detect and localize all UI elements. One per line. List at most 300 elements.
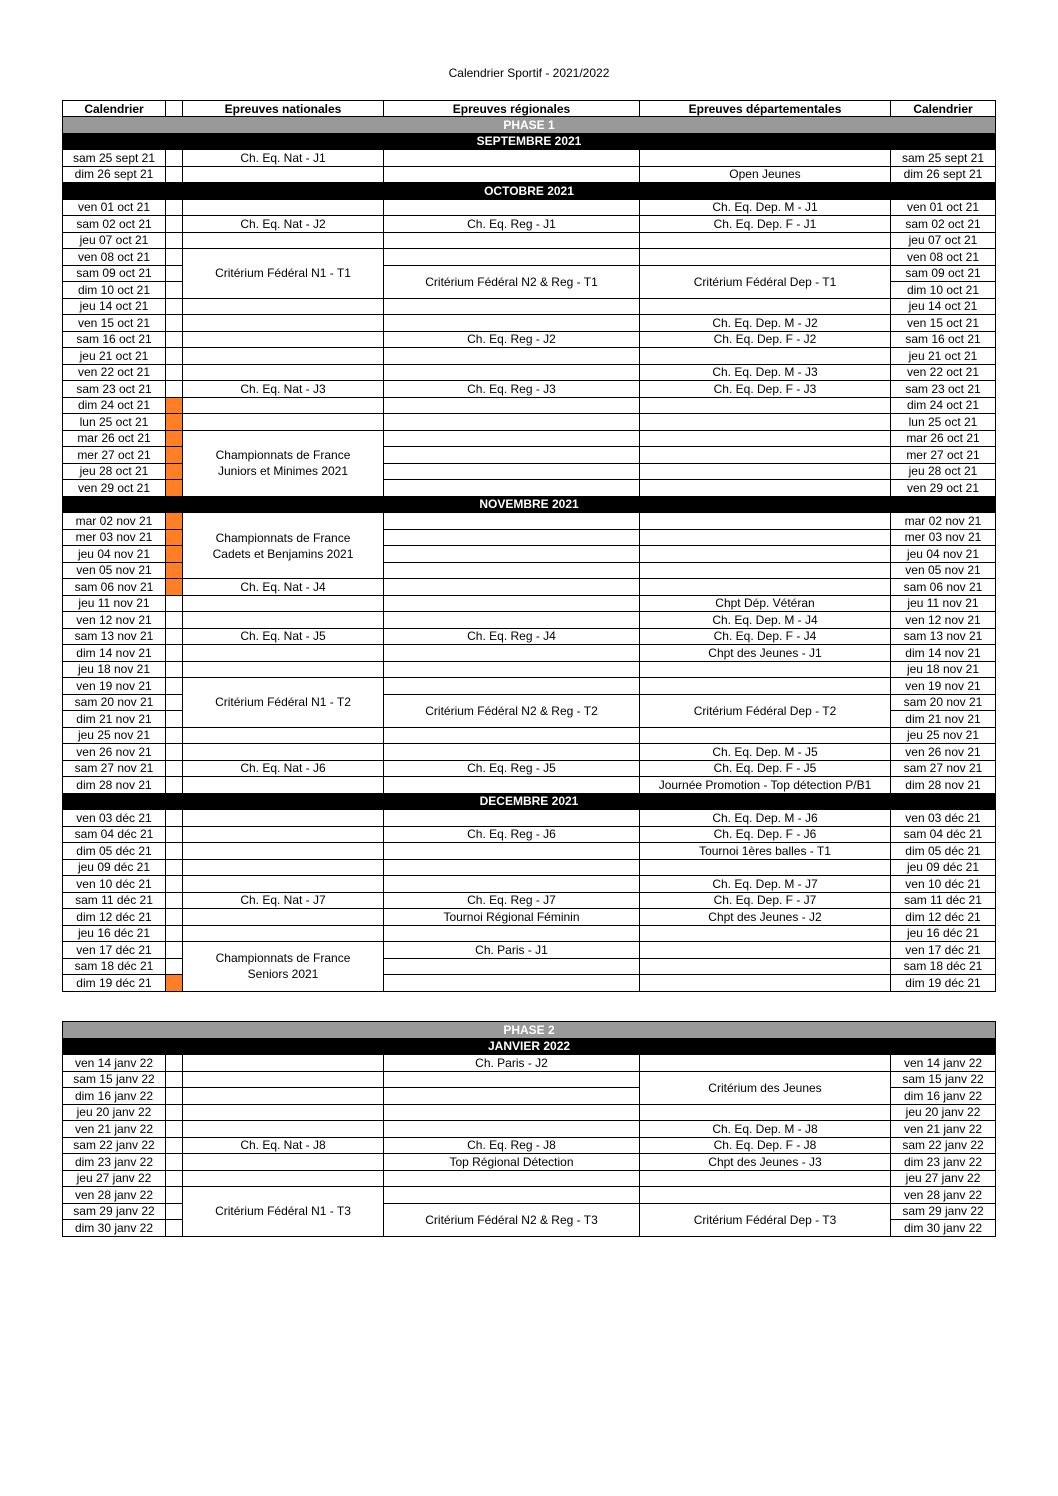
- date-cell: ven 05 nov 21: [63, 562, 166, 579]
- regional-event-cell: [384, 430, 640, 447]
- regional-event-cell: Ch. Eq. Reg - J7: [384, 892, 640, 909]
- flag-cell: [166, 1187, 183, 1204]
- national-event-cell: [183, 843, 384, 860]
- national-event-cell: [183, 1154, 384, 1171]
- regional-event-cell: [384, 612, 640, 629]
- departmental-event-cell: [640, 397, 891, 414]
- departmental-event-cell: [640, 150, 891, 167]
- national-event-cell: [183, 1055, 384, 1072]
- flag-cell: [166, 529, 183, 546]
- date-cell-right: dim 24 oct 21: [891, 397, 996, 414]
- flag-cell: [166, 282, 183, 299]
- departmental-event-cell: Journée Promotion - Top détection P/B1: [640, 777, 891, 794]
- month-row: [63, 1038, 996, 1055]
- date-cell-right: sam 27 nov 21: [891, 760, 996, 777]
- date-cell: dim 19 déc 21: [63, 975, 166, 992]
- date-cell-right: mar 02 nov 21: [891, 513, 996, 530]
- table-row: [63, 1137, 996, 1154]
- departmental-event-cell: [640, 1187, 891, 1204]
- flag-cell: [166, 562, 183, 579]
- month-header: DECEMBRE 2021: [63, 793, 996, 810]
- date-cell: ven 26 nov 21: [63, 744, 166, 761]
- national-event-cell: [183, 909, 384, 926]
- date-cell: jeu 20 janv 22: [63, 1104, 166, 1121]
- date-cell: jeu 18 nov 21: [63, 661, 166, 678]
- departmental-event-cell: [640, 1104, 891, 1121]
- regional-event-cell: Ch. Paris - J2: [384, 1055, 640, 1072]
- regional-event-cell: [384, 1088, 640, 1105]
- table-row: [63, 1104, 996, 1121]
- table-row: [63, 826, 996, 843]
- date-cell: jeu 07 oct 21: [63, 232, 166, 249]
- date-cell-right: jeu 21 oct 21: [891, 348, 996, 365]
- national-event-cell: [183, 348, 384, 365]
- date-cell: sam 11 déc 21: [63, 892, 166, 909]
- date-cell: dim 12 déc 21: [63, 909, 166, 926]
- flag-cell: [166, 216, 183, 233]
- date-cell-right: sam 22 janv 22: [891, 1137, 996, 1154]
- flag-cell: [166, 1203, 183, 1220]
- date-cell-right: ven 17 déc 21: [891, 942, 996, 959]
- departmental-event-cell: [640, 447, 891, 464]
- national-event-cell: [183, 397, 384, 414]
- departmental-event-cell: Ch. Eq. Dep. M - J6: [640, 810, 891, 827]
- date-cell-right: sam 09 oct 21: [891, 265, 996, 282]
- departmental-event-cell: Open Jeunes: [640, 166, 891, 183]
- flag-cell: [166, 843, 183, 860]
- flag-cell: [166, 232, 183, 249]
- date-cell: mer 03 nov 21: [63, 529, 166, 546]
- departmental-event-cell: [640, 414, 891, 431]
- departmental-event-cell: [640, 1170, 891, 1187]
- departmental-event-cell: Chpt Dép. Vétéran: [640, 595, 891, 612]
- national-event-cell: [183, 364, 384, 381]
- flag-cell: [166, 958, 183, 975]
- regional-event-cell: [384, 1121, 640, 1138]
- national-event-cell: Ch. Eq. Nat - J4: [183, 579, 384, 596]
- date-cell-right: sam 02 oct 21: [891, 216, 996, 233]
- table-row: [63, 430, 996, 447]
- date-cell: ven 14 janv 22: [63, 1055, 166, 1072]
- departmental-event-cell: Ch. Eq. Dep. M - J1: [640, 199, 891, 216]
- table-row: [63, 810, 996, 827]
- table-row: [63, 348, 996, 365]
- regional-event-cell: Top Régional Détection: [384, 1154, 640, 1171]
- departmental-event-cell: Ch. Eq. Dep. F - J3: [640, 381, 891, 398]
- month-row: [63, 793, 996, 810]
- departmental-event-cell: Ch. Eq. Dep. F - J7: [640, 892, 891, 909]
- national-event-cell: [183, 744, 384, 761]
- national-event-cell: [183, 826, 384, 843]
- date-cell: sam 27 nov 21: [63, 760, 166, 777]
- date-cell-right: sam 11 déc 21: [891, 892, 996, 909]
- date-cell: jeu 27 janv 22: [63, 1170, 166, 1187]
- table-row: [63, 1154, 996, 1171]
- departmental-event-cell: [640, 579, 891, 596]
- date-cell: sam 02 oct 21: [63, 216, 166, 233]
- date-cell-right: dim 10 oct 21: [891, 282, 996, 299]
- regional-event-cell: [384, 579, 640, 596]
- regional-event-cell: Ch. Paris - J1: [384, 942, 640, 959]
- date-cell-right: ven 26 nov 21: [891, 744, 996, 761]
- date-cell-right: mar 26 oct 21: [891, 430, 996, 447]
- regional-event-cell: Ch. Eq. Reg - J3: [384, 381, 640, 398]
- departmental-event-cell: [640, 513, 891, 530]
- regional-event-cell: [384, 463, 640, 480]
- departmental-event-cell: Ch. Eq. Dep. M - J5: [640, 744, 891, 761]
- flag-cell: [166, 628, 183, 645]
- departmental-event-cell: Chpt des Jeunes - J1: [640, 645, 891, 662]
- flag-cell: [166, 810, 183, 827]
- table-row: [63, 1121, 996, 1138]
- national-event-cell: Championnats de France Juniors et Minimes 2021: [183, 430, 384, 496]
- date-cell-right: sam 13 nov 21: [891, 628, 996, 645]
- date-cell: ven 12 nov 21: [63, 612, 166, 629]
- departmental-event-cell: Ch. Eq. Dep. F - J4: [640, 628, 891, 645]
- flag-cell: [166, 694, 183, 711]
- table-row: [63, 331, 996, 348]
- departmental-event-cell: [640, 232, 891, 249]
- month-header: JANVIER 2022: [63, 1038, 996, 1055]
- regional-event-cell: Ch. Eq. Reg - J4: [384, 628, 640, 645]
- departmental-event-cell: [640, 529, 891, 546]
- table-row: [63, 166, 996, 183]
- departmental-event-cell: Critérium Fédéral Dep - T3: [640, 1203, 891, 1236]
- national-event-cell: [183, 298, 384, 315]
- regional-event-cell: Ch. Eq. Reg - J1: [384, 216, 640, 233]
- flag-cell: [166, 463, 183, 480]
- month-row: [63, 133, 996, 150]
- regional-event-cell: [384, 810, 640, 827]
- flag-cell: [166, 1220, 183, 1237]
- date-cell-right: dim 26 sept 21: [891, 166, 996, 183]
- date-cell: sam 23 oct 21: [63, 381, 166, 398]
- date-cell-right: dim 28 nov 21: [891, 777, 996, 794]
- flag-cell: [166, 447, 183, 464]
- regional-event-cell: [384, 315, 640, 332]
- regional-event-cell: Critérium Fédéral N2 & Reg - T2: [384, 694, 640, 727]
- table-row: [63, 1055, 996, 1072]
- date-cell: dim 30 janv 22: [63, 1220, 166, 1237]
- flag-cell: [166, 1071, 183, 1088]
- regional-event-cell: [384, 397, 640, 414]
- header-epreuves-departementales: Epreuves départementales: [640, 101, 891, 117]
- flag-cell: [166, 1170, 183, 1187]
- national-event-cell: [183, 661, 384, 678]
- date-cell: ven 15 oct 21: [63, 315, 166, 332]
- header-calendrier-right: Calendrier: [891, 101, 996, 117]
- regional-event-cell: [384, 298, 640, 315]
- national-event-cell: Ch. Eq. Nat - J1: [183, 150, 384, 167]
- date-cell-right: jeu 27 janv 22: [891, 1170, 996, 1187]
- date-cell-right: dim 21 nov 21: [891, 711, 996, 728]
- flag-cell: [166, 859, 183, 876]
- regional-event-cell: [384, 232, 640, 249]
- month-row: [63, 183, 996, 200]
- departmental-event-cell: Critérium Fédéral Dep - T2: [640, 694, 891, 727]
- flag-cell: [166, 166, 183, 183]
- departmental-event-cell: [640, 1055, 891, 1072]
- date-cell-right: jeu 20 janv 22: [891, 1104, 996, 1121]
- date-cell: ven 29 oct 21: [63, 480, 166, 497]
- header-flag: [166, 101, 183, 117]
- date-cell-right: dim 16 janv 22: [891, 1088, 996, 1105]
- date-cell-right: dim 14 nov 21: [891, 645, 996, 662]
- national-event-cell: [183, 1071, 384, 1088]
- national-event-cell: Ch. Eq. Nat - J8: [183, 1137, 384, 1154]
- date-cell-right: dim 23 janv 22: [891, 1154, 996, 1171]
- flag-cell: [166, 925, 183, 942]
- regional-event-cell: Tournoi Régional Féminin: [384, 909, 640, 926]
- national-event-cell: Critérium Fédéral N1 - T2: [183, 678, 384, 728]
- departmental-event-cell: Ch. Eq. Dep. F - J2: [640, 331, 891, 348]
- document-title: Calendrier Sportif - 2021/2022: [448, 66, 610, 80]
- table-row: [63, 744, 996, 761]
- regional-event-cell: [384, 199, 640, 216]
- departmental-event-cell: [640, 562, 891, 579]
- departmental-event-cell: [640, 546, 891, 563]
- table-row: [63, 777, 996, 794]
- date-cell: sam 25 sept 21: [63, 150, 166, 167]
- departmental-event-cell: Ch. Eq. Dep. M - J4: [640, 612, 891, 629]
- national-event-cell: Critérium Fédéral N1 - T3: [183, 1187, 384, 1237]
- regional-event-cell: [384, 678, 640, 695]
- date-cell: dim 14 nov 21: [63, 645, 166, 662]
- date-cell: ven 10 déc 21: [63, 876, 166, 893]
- table-row: [63, 678, 996, 695]
- departmental-event-cell: [640, 463, 891, 480]
- flag-cell: [166, 645, 183, 662]
- month-row: [63, 496, 996, 513]
- header-row: [63, 101, 996, 117]
- header-epreuves-nationales: Epreuves nationales: [183, 101, 384, 117]
- flag-cell: [166, 595, 183, 612]
- table-row: [63, 942, 996, 959]
- departmental-event-cell: [640, 348, 891, 365]
- phase-row: [63, 117, 996, 134]
- national-event-cell: Ch. Eq. Nat - J6: [183, 760, 384, 777]
- national-event-cell: Ch. Eq. Nat - J3: [183, 381, 384, 398]
- date-cell-right: ven 03 déc 21: [891, 810, 996, 827]
- date-cell: jeu 09 déc 21: [63, 859, 166, 876]
- table-row: [63, 513, 996, 530]
- date-cell-right: jeu 16 déc 21: [891, 925, 996, 942]
- date-cell-right: sam 23 oct 21: [891, 381, 996, 398]
- table-row: [63, 1187, 996, 1204]
- regional-event-cell: [384, 513, 640, 530]
- table-row: [63, 628, 996, 645]
- regional-event-cell: Critérium Fédéral N2 & Reg - T1: [384, 265, 640, 298]
- month-header: OCTOBRE 2021: [63, 183, 996, 200]
- table-row: [63, 414, 996, 431]
- table-row: [63, 859, 996, 876]
- header-calendrier-left: Calendrier: [63, 101, 166, 117]
- table-row: [63, 232, 996, 249]
- phase-title: PHASE 2: [63, 1022, 996, 1039]
- date-cell-right: jeu 09 déc 21: [891, 859, 996, 876]
- flag-cell: [166, 331, 183, 348]
- date-cell-right: ven 01 oct 21: [891, 199, 996, 216]
- table-row: [63, 364, 996, 381]
- regional-event-cell: [384, 364, 640, 381]
- departmental-event-cell: Ch. Eq. Dep. F - J1: [640, 216, 891, 233]
- flag-cell: [166, 414, 183, 431]
- flag-cell: [166, 975, 183, 992]
- national-event-cell: [183, 859, 384, 876]
- flag-cell: [166, 1104, 183, 1121]
- regional-event-cell: [384, 958, 640, 975]
- flag-cell: [166, 777, 183, 794]
- departmental-event-cell: Ch. Eq. Dep. M - J7: [640, 876, 891, 893]
- date-cell: ven 17 déc 21: [63, 942, 166, 959]
- header-epreuves-regionales: Epreuves régionales: [384, 101, 640, 117]
- month-header: SEPTEMBRE 2021: [63, 133, 996, 150]
- national-event-cell: [183, 612, 384, 629]
- date-cell-right: sam 18 déc 21: [891, 958, 996, 975]
- national-event-cell: [183, 199, 384, 216]
- flag-cell: [166, 760, 183, 777]
- regional-event-cell: Ch. Eq. Reg - J2: [384, 331, 640, 348]
- regional-event-cell: Ch. Eq. Reg - J8: [384, 1137, 640, 1154]
- date-cell-right: jeu 25 nov 21: [891, 727, 996, 744]
- date-cell: jeu 11 nov 21: [63, 595, 166, 612]
- flag-cell: [166, 199, 183, 216]
- table-row: [63, 760, 996, 777]
- flag-cell: [166, 727, 183, 744]
- flag-cell: [166, 513, 183, 530]
- date-cell-right: mer 03 nov 21: [891, 529, 996, 546]
- date-cell-right: ven 05 nov 21: [891, 562, 996, 579]
- date-cell: jeu 14 oct 21: [63, 298, 166, 315]
- flag-cell: [166, 348, 183, 365]
- flag-cell: [166, 744, 183, 761]
- table-row: [63, 216, 996, 233]
- flag-cell: [166, 315, 183, 332]
- date-cell: dim 23 janv 22: [63, 1154, 166, 1171]
- table-row: [63, 579, 996, 596]
- national-event-cell: [183, 315, 384, 332]
- table-row: [63, 298, 996, 315]
- regional-event-cell: [384, 1187, 640, 1204]
- regional-event-cell: [384, 876, 640, 893]
- departmental-event-cell: [640, 298, 891, 315]
- date-cell-right: sam 20 nov 21: [891, 694, 996, 711]
- date-cell-right: ven 28 janv 22: [891, 1187, 996, 1204]
- date-cell-right: dim 05 déc 21: [891, 843, 996, 860]
- date-cell: sam 06 nov 21: [63, 579, 166, 596]
- table-row: [63, 1071, 996, 1088]
- date-cell-right: dim 12 déc 21: [891, 909, 996, 926]
- table-row: [63, 727, 996, 744]
- national-event-cell: [183, 1170, 384, 1187]
- date-cell-right: ven 29 oct 21: [891, 480, 996, 497]
- date-cell: jeu 16 déc 21: [63, 925, 166, 942]
- regional-event-cell: Critérium Fédéral N2 & Reg - T3: [384, 1203, 640, 1236]
- flag-cell: [166, 298, 183, 315]
- date-cell-right: sam 16 oct 21: [891, 331, 996, 348]
- regional-event-cell: [384, 595, 640, 612]
- flag-cell: [166, 661, 183, 678]
- table-row: [63, 249, 996, 266]
- phase-row: [63, 1022, 996, 1039]
- calendar-table-phase-2: [62, 1021, 996, 1237]
- date-cell: ven 21 janv 22: [63, 1121, 166, 1138]
- national-event-cell: [183, 645, 384, 662]
- table-row: [63, 150, 996, 167]
- table-row: [63, 843, 996, 860]
- table-row: [63, 397, 996, 414]
- date-cell-right: jeu 11 nov 21: [891, 595, 996, 612]
- national-event-cell: Ch. Eq. Nat - J2: [183, 216, 384, 233]
- date-cell-right: jeu 28 oct 21: [891, 463, 996, 480]
- departmental-event-cell: [640, 942, 891, 959]
- table-row: [63, 909, 996, 926]
- regional-event-cell: [384, 562, 640, 579]
- date-cell: sam 20 nov 21: [63, 694, 166, 711]
- departmental-event-cell: Ch. Eq. Dep. M - J3: [640, 364, 891, 381]
- national-event-cell: [183, 1104, 384, 1121]
- table-row: [63, 315, 996, 332]
- flag-cell: [166, 265, 183, 282]
- flag-cell: [166, 826, 183, 843]
- flag-cell: [166, 711, 183, 728]
- date-cell-right: jeu 18 nov 21: [891, 661, 996, 678]
- departmental-event-cell: Chpt des Jeunes - J3: [640, 1154, 891, 1171]
- regional-event-cell: [384, 925, 640, 942]
- date-cell: mar 26 oct 21: [63, 430, 166, 447]
- flag-cell: [166, 364, 183, 381]
- date-cell: sam 09 oct 21: [63, 265, 166, 282]
- departmental-event-cell: Critérium des Jeunes: [640, 1071, 891, 1104]
- regional-event-cell: Ch. Eq. Reg - J6: [384, 826, 640, 843]
- date-cell: dim 10 oct 21: [63, 282, 166, 299]
- date-cell: dim 05 déc 21: [63, 843, 166, 860]
- regional-event-cell: [384, 166, 640, 183]
- table-row: [63, 381, 996, 398]
- departmental-event-cell: Ch. Eq. Dep. M - J2: [640, 315, 891, 332]
- departmental-event-cell: [640, 430, 891, 447]
- date-cell: mer 27 oct 21: [63, 447, 166, 464]
- regional-event-cell: [384, 744, 640, 761]
- date-cell: ven 08 oct 21: [63, 249, 166, 266]
- flag-cell: [166, 546, 183, 563]
- table-row: [63, 876, 996, 893]
- flag-cell: [166, 1154, 183, 1171]
- regional-event-cell: [384, 645, 640, 662]
- departmental-event-cell: Chpt des Jeunes - J2: [640, 909, 891, 926]
- date-cell: ven 19 nov 21: [63, 678, 166, 695]
- date-cell-right: sam 29 janv 22: [891, 1203, 996, 1220]
- flag-cell: [166, 397, 183, 414]
- regional-event-cell: [384, 546, 640, 563]
- regional-event-cell: [384, 843, 640, 860]
- date-cell: lun 25 oct 21: [63, 414, 166, 431]
- departmental-event-cell: [640, 727, 891, 744]
- flag-cell: [166, 480, 183, 497]
- date-cell: jeu 25 nov 21: [63, 727, 166, 744]
- date-cell-right: ven 12 nov 21: [891, 612, 996, 629]
- regional-event-cell: [384, 249, 640, 266]
- flag-cell: [166, 249, 183, 266]
- departmental-event-cell: Ch. Eq. Dep. F - J5: [640, 760, 891, 777]
- date-cell: dim 28 nov 21: [63, 777, 166, 794]
- date-cell: sam 13 nov 21: [63, 628, 166, 645]
- flag-cell: [166, 876, 183, 893]
- table-row: [63, 1170, 996, 1187]
- flag-cell: [166, 892, 183, 909]
- flag-cell: [166, 150, 183, 167]
- date-cell: dim 26 sept 21: [63, 166, 166, 183]
